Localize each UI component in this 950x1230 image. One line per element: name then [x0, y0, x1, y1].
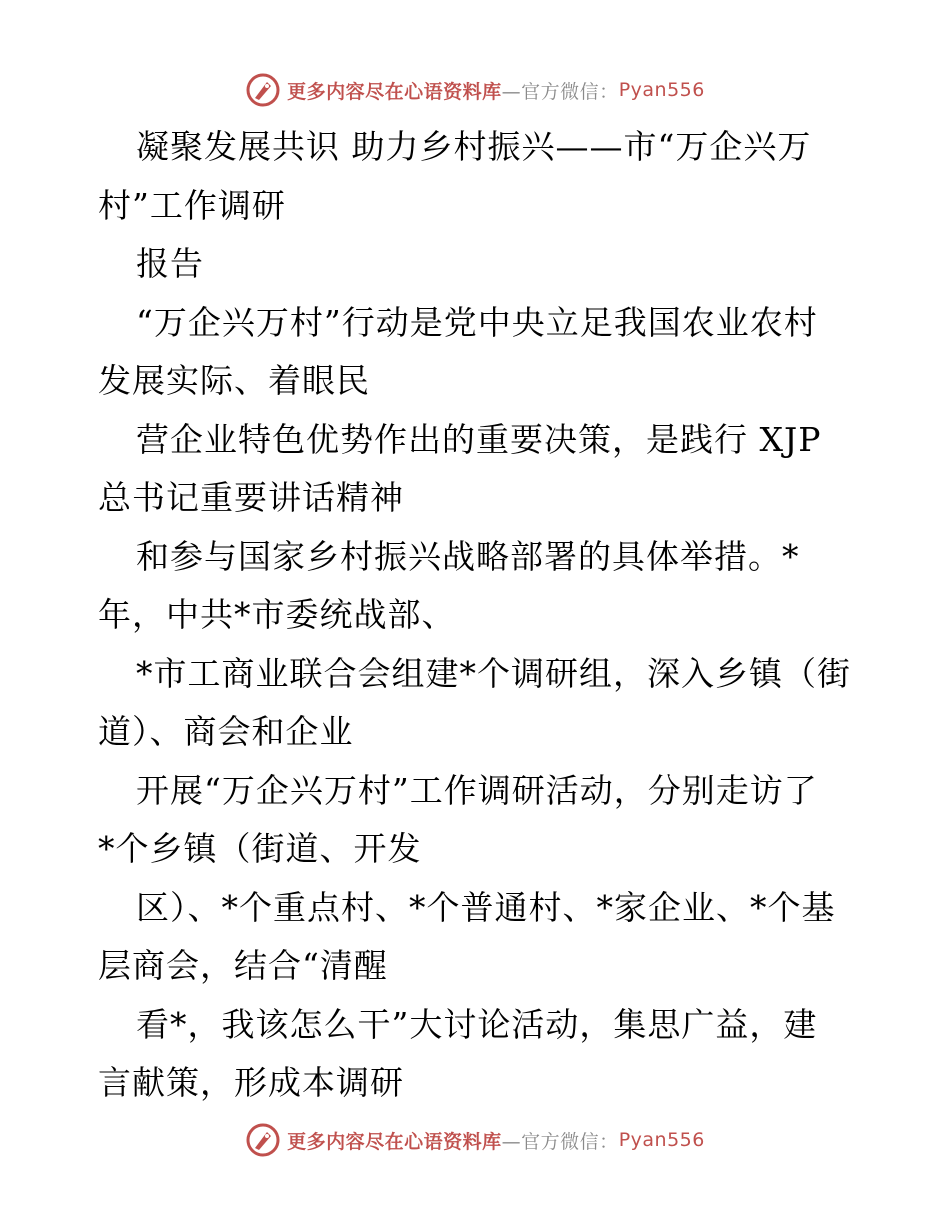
body-line: *市工商业联合会组建*个调研组，深入乡镇（街	[136, 653, 851, 693]
body-line: 和参与国家乡村振兴战略部署的具体举措。*	[136, 536, 800, 576]
body-line: 言献策，形成本调研	[98, 1063, 404, 1102]
title-line-2: 村”工作调研	[98, 185, 286, 225]
body-line: 总书记重要讲话精神	[98, 478, 404, 517]
body-line: 发展实际、着眼民	[98, 361, 370, 400]
pen-nib-seal-icon	[245, 72, 281, 108]
body-line: *个乡镇（街道、开发	[98, 829, 422, 868]
body-line: 看*，我该怎么干”大讨论活动，集思广益，建	[136, 1004, 818, 1044]
watermark-main-text: 更多内容尽在心语资料库	[287, 1130, 502, 1153]
header-watermark	[0, 68, 950, 112]
body-line: 年，中共*市委统战部、	[98, 595, 456, 634]
watermark-separator: —官方微信：	[501, 1130, 619, 1153]
watermark-wechat-id: Pyan556	[618, 79, 705, 101]
watermark-wechat-id: Pyan556	[618, 1129, 705, 1151]
body-line: 层商会，结合“清醒	[98, 946, 388, 985]
footer-watermark	[0, 1118, 950, 1162]
body-line: 区）、*个重点村、*个普通村、*家企业、*个基	[136, 887, 836, 927]
title-line-3: 报告	[136, 244, 204, 283]
body-line: “万企兴万村”行动是党中央立足我国农业农村	[136, 302, 818, 342]
body-line: 道）、商会和企业	[98, 712, 354, 751]
watermark-separator: —官方微信：	[501, 80, 619, 103]
title-line-1: 凝聚发展共识 助力乡村振兴——市“万企兴万	[136, 127, 812, 166]
document-body	[98, 118, 858, 1113]
body-line: 开展“万企兴万村”工作调研活动，分别走访了	[136, 770, 818, 810]
body-line: 营企业特色优势作出的重要决策，是践行 XJP	[136, 419, 822, 459]
watermark-main-text: 更多内容尽在心语资料库	[287, 80, 502, 103]
pen-nib-seal-icon	[245, 1122, 281, 1158]
